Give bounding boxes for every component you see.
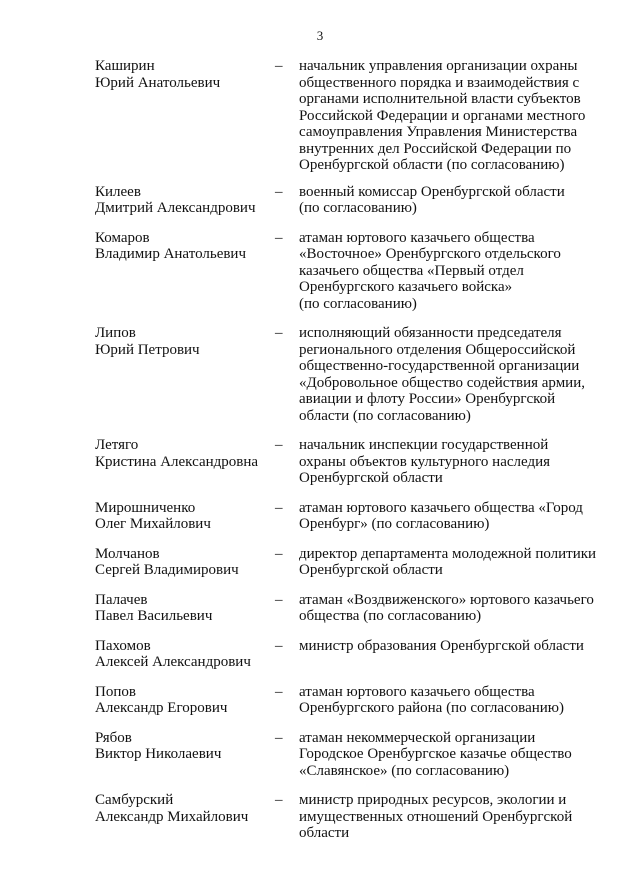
member-given-names: Кристина Александровна: [95, 453, 259, 470]
member-row: [95, 500, 615, 533]
member-given-names: Юрий Петрович: [95, 341, 200, 358]
member-list: [95, 58, 615, 842]
member-surname: Пахомов: [95, 637, 151, 654]
member-row: [95, 230, 615, 313]
member-surname: Килеев: [95, 183, 141, 200]
member-position: министр образования Оренбургской области: [299, 637, 584, 654]
member-name: [95, 437, 275, 470]
member-position: атаман «Воздвиженского» юртового казачьего общества (по согласованию): [299, 591, 594, 624]
member-dash: –: [275, 792, 283, 808]
member-row: [95, 730, 615, 780]
member-surname: Комаров: [95, 229, 150, 246]
member-surname: Летяго: [95, 437, 139, 453]
member-name: [95, 500, 275, 533]
member-given-names: Олег Михайлович: [95, 516, 211, 532]
member-name: [95, 684, 275, 717]
member-row: [95, 184, 615, 217]
member-position: исполняющий обязанности председателя регионального отделения Общероссийской общественно-государственной организации «Добровольное общество содействия армии, авиации и флоту России» Оренбургской области (по согласованию): [299, 325, 585, 424]
member-row: [95, 437, 615, 487]
member-dash: –: [275, 591, 283, 608]
member-dash: –: [275, 437, 283, 453]
member-surname: Липов: [95, 325, 136, 341]
member-position: начальник инспекции государственной охраны объектов культурного наследия Оренбургской области: [299, 437, 551, 486]
member-dash: –: [275, 58, 283, 74]
member-name: [95, 638, 275, 671]
member-row: [95, 638, 615, 671]
member-dash: –: [275, 729, 283, 746]
member-name: [95, 230, 275, 263]
member-dash: –: [275, 325, 283, 341]
member-dash: –: [275, 183, 283, 200]
member-surname: Молчанов: [95, 545, 160, 562]
member-given-names: Владимир Анатольевич: [95, 246, 247, 262]
member-name: [95, 325, 275, 358]
member-row: [95, 792, 615, 842]
member-surname: Рябов: [95, 729, 132, 746]
member-name: [95, 592, 275, 625]
member-name: [95, 184, 275, 217]
member-dash: –: [275, 229, 283, 246]
member-row: [95, 684, 615, 717]
member-dash: –: [275, 637, 283, 654]
member-given-names: Виктор Николаевич: [95, 746, 222, 762]
member-surname: Палачев: [95, 591, 148, 608]
member-surname: Каширин: [95, 58, 155, 74]
member-surname: Самбурский: [95, 792, 174, 808]
member-given-names: Дмитрий Александрович: [95, 200, 256, 216]
member-name: [95, 730, 275, 763]
member-dash: –: [275, 683, 283, 700]
member-dash: –: [275, 499, 283, 516]
member-name: [95, 792, 275, 825]
member-position: атаман некоммерческой организации Городское Оренбургское казачье общество «Славянское» (по согласованию): [299, 729, 572, 779]
member-given-names: Александр Михайлович: [95, 808, 249, 825]
member-row: [95, 546, 615, 579]
member-name: [95, 58, 275, 91]
member-surname: Мирошниченко: [95, 499, 196, 516]
member-position: военный комиссар Оренбургской области (по согласованию): [299, 183, 565, 216]
member-surname: Попов: [95, 683, 136, 700]
member-position: министр природных ресурсов, экологии и имущественных отношений Оренбургской области: [299, 792, 573, 841]
member-row: [95, 58, 615, 174]
page-number: 3: [316, 28, 324, 43]
member-position: атаман юртового казачьего общества «Город Оренбург» (по согласованию): [299, 499, 583, 532]
member-row: [95, 325, 615, 424]
member-given-names: Александр Егорович: [95, 700, 228, 716]
member-dash: –: [275, 545, 283, 562]
member-given-names: Павел Васильевич: [95, 608, 213, 624]
member-position: директор департамента молодежной политики Оренбургской области: [299, 545, 597, 578]
member-row: [95, 592, 615, 625]
member-given-names: Юрий Анатольевич: [95, 74, 221, 91]
member-given-names: Алексей Александрович: [95, 654, 251, 670]
member-position: атаман юртового казачьего общества Оренбургского района (по согласованию): [299, 683, 564, 716]
member-given-names: Сергей Владимирович: [95, 562, 239, 578]
member-name: [95, 546, 275, 579]
member-position: атаман юртового казачьего общества «Восточное» Оренбургского отдельского казачьего общества «Первый отдел Оренбургского казачьего войска» (по согласованию): [299, 229, 561, 312]
member-position: начальник управления организации охраны общественного порядка и взаимодействия с органами исполнительной власти субъектов Российской Федерации и органами местного самоуправления Управления Министерства внутренних дел Российской Федерации по Оренбургской области (по согласованию): [299, 58, 586, 173]
